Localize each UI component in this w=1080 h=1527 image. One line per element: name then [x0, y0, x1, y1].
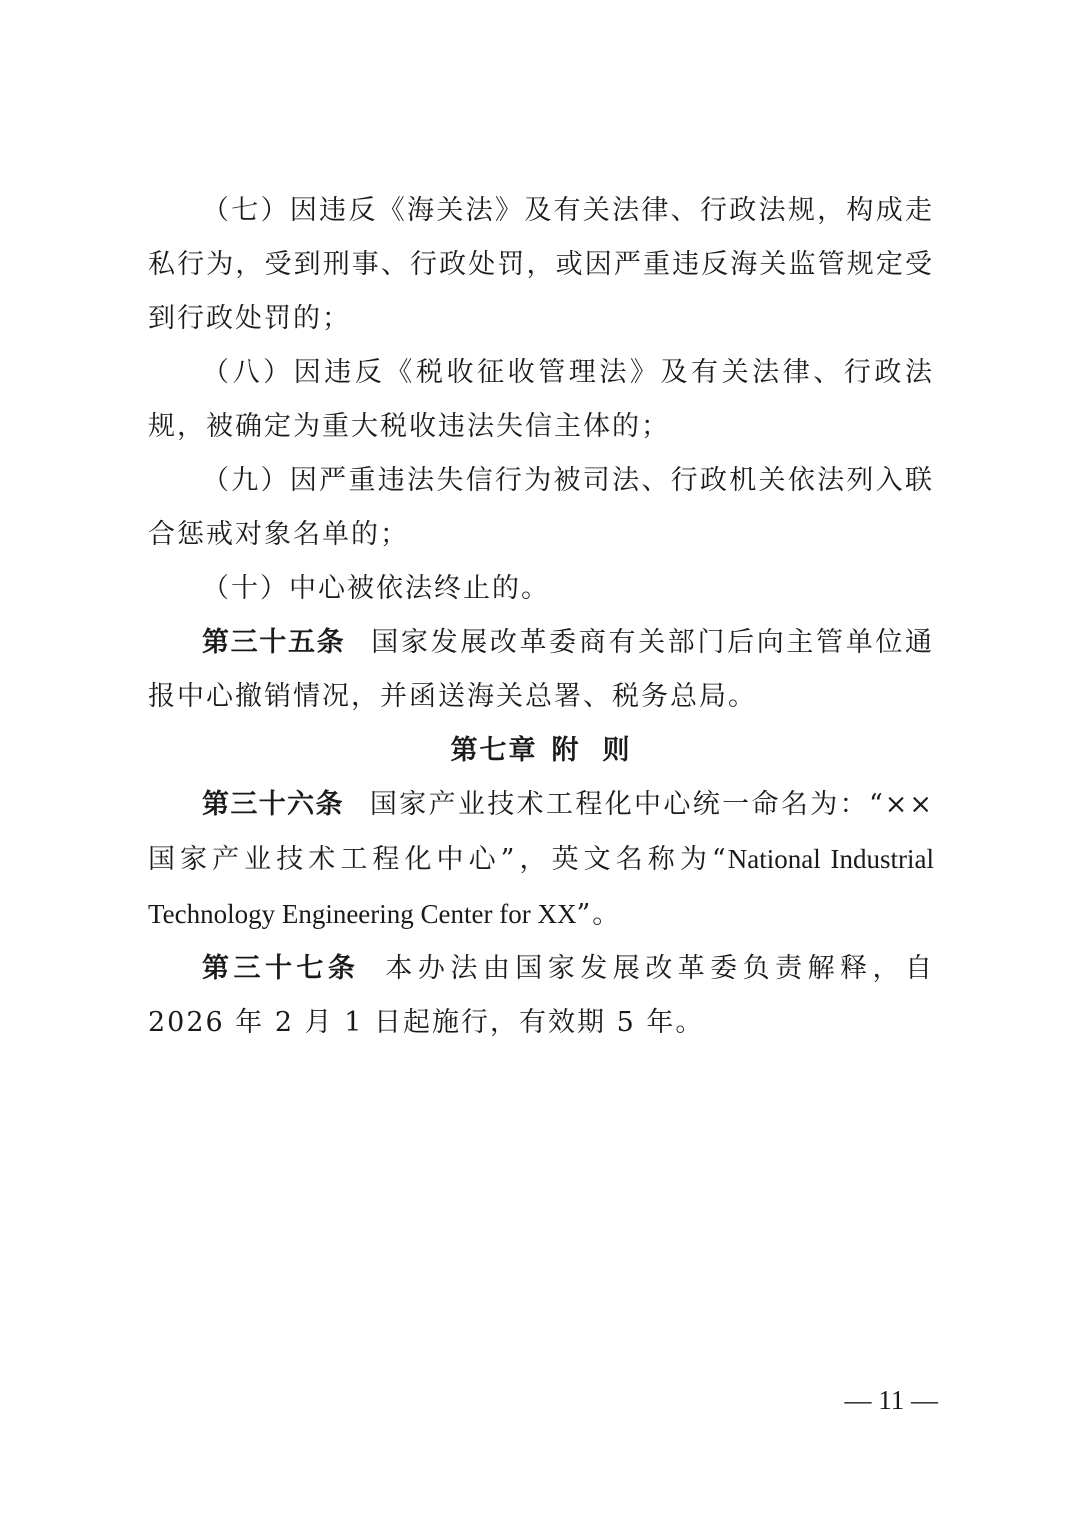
chapter-7-title-part-1: 附: [551, 735, 581, 766]
article-36-english-name: National Industrial Technology Engineering Center for XX: [148, 844, 934, 929]
item-7-paragraph: （七）因违反《海关法》及有关法律、行政法规，构成走私行为，受到刑事、行政处罚，或因严重违反海关监管规定受到行政处罚的；: [148, 195, 934, 334]
article-37-paragraph: [148, 942, 934, 1050]
article-37-text: 本办法由国家发展改革委负责解释，自 2026 年 2 月 1 日起施行，有效期 5 年。: [148, 953, 935, 1038]
article-35-paragraph: [148, 616, 934, 724]
article-36-text-part-1: 国家产业技术工程化中心统一命名为：“××国家产业技术工程化中心”，英文名称为“: [148, 789, 934, 875]
article-35-number: 第三十五条: [202, 627, 346, 658]
document-body: [148, 184, 934, 1050]
item-10-paragraph: （十）中心被依法终止的。: [202, 573, 550, 604]
article-36-text-part-2: ”。: [576, 899, 622, 930]
chapter-7-heading: [148, 724, 934, 778]
page-number: — 11 —: [844, 1385, 938, 1415]
item-9-paragraph: （九）因严重违法失信行为被司法、行政机关依法列入联合惩戒对象名单的；: [148, 465, 934, 550]
article-36-paragraph: [148, 778, 934, 942]
article-35-text: 国家发展改革委商有关部门后向主管单位通报中心撤销情况，并函送海关总署、税务总局。: [148, 627, 935, 712]
item-8-paragraph: （八）因违反《税收征收管理法》及有关法律、行政法规，被确定为重大税收违法失信主体的；: [148, 357, 934, 442]
chapter-7-number: 第七章: [450, 735, 538, 766]
article-37-number: 第三十七条: [202, 953, 360, 984]
chapter-7-title-part-2: 则: [602, 735, 632, 766]
article-36-number: 第三十六条: [202, 789, 344, 820]
